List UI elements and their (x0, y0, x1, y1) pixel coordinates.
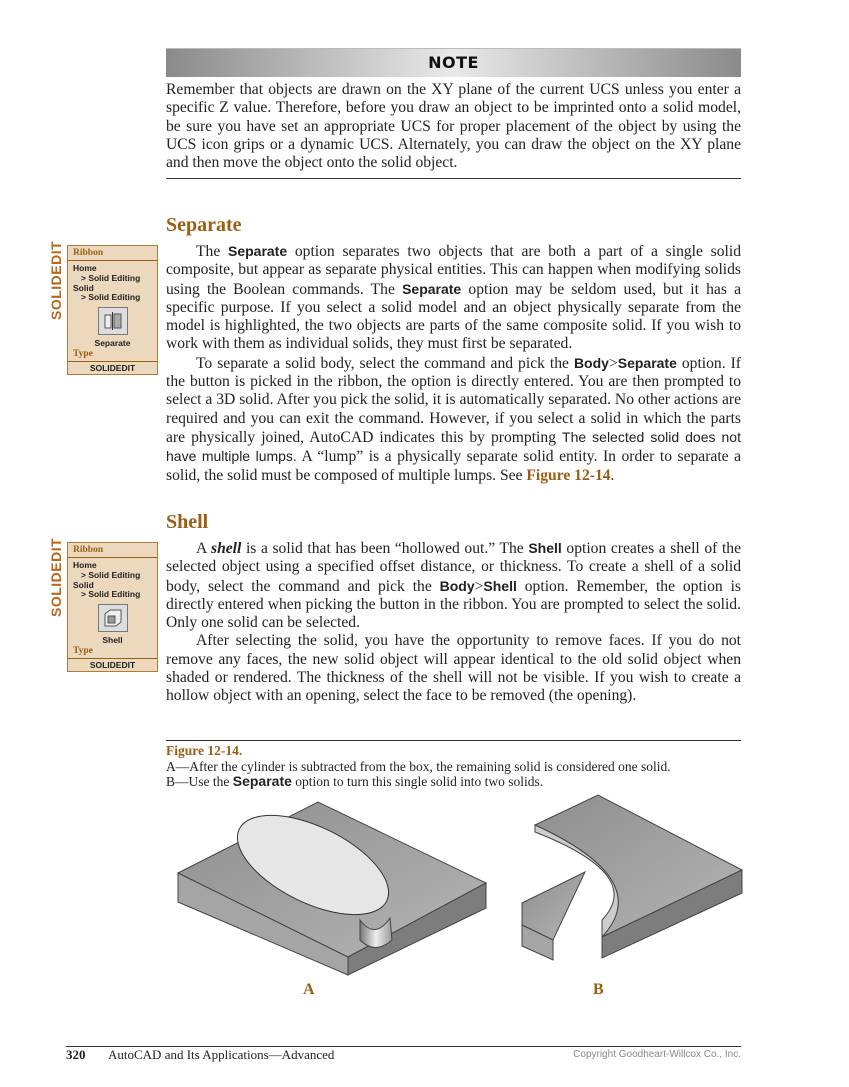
shell-icon (102, 608, 124, 628)
caption-line: A—After the cylinder is subtracted from the box, the remaining solid is considered one solid. (166, 758, 671, 774)
text-run: option separates two objects that are both a part of a single solid composite, but appear as separate physical entities. This can happen when modifying solids using the Boolean commands. The (166, 243, 741, 298)
text-run: A “lump” is a physically separate solid entity. In order to separate a solid, the solid must be composed of multiple lumps. See (166, 448, 741, 484)
text-run: option creates a shell of the selected object using a specified offset distance, or thickness. To create a shell of a solid body, select the command and pick the (166, 540, 741, 595)
text-run: After selecting the solid, you have the opportunity to remove faces. If you do not remove any faces, the new solid object will appear identical to the old solid object when shaded or rendered. The thickness of the shell will not be visible. If you wish to create a hollow object with an opening, select the face to be removed (the opening). (166, 632, 741, 705)
command-sidebar-separate (67, 245, 158, 375)
type-label: Type (73, 646, 93, 657)
ribbon-label: Ribbon (68, 246, 157, 261)
button-caption: Separate (94, 338, 131, 349)
note-text: Remember that objects are drawn on the XY plane of the current UCS unless you enter a specific Z value. Therefore, before you draw an object to be imprinted onto a solid model, be sure you have set an appropriate UCS for proper placement of the object by using the UCS icon grips or a dynamic UCS. Alternately, you can draw the object on the XY plane and then move the object onto the solid object. (166, 81, 741, 172)
command-vertical-label: SOLIDEDIT (48, 537, 64, 617)
button-caption: Shell (102, 635, 123, 646)
paragraph (166, 632, 741, 705)
separate-body (166, 242, 741, 485)
ribbon-tab: Home (73, 263, 97, 273)
copyright: Copyright Goodheart-Willcox Co., Inc. (573, 1049, 741, 1060)
text-run: B—Use the (166, 774, 233, 789)
text-run: Body (439, 577, 475, 594)
note-header (166, 48, 741, 77)
caption-line (166, 774, 741, 790)
command-vertical-label: SOLIDEDIT (48, 240, 64, 320)
text-run: option to turn this single solid into two solids. (291, 774, 544, 789)
page-number: 320 (66, 1047, 86, 1062)
text-run: A (196, 540, 212, 557)
ribbon-panel: > Solid Editing (81, 589, 141, 600)
text-run: The selected solid does not have multiple lumps. (166, 428, 741, 465)
text-run: Separate (227, 243, 288, 259)
page-footer (66, 1046, 741, 1062)
figure-label-a: A (303, 981, 315, 998)
figure-label: Figure 12-14. (166, 743, 243, 758)
ribbon-tab: Home (73, 560, 97, 570)
ribbon-label: Ribbon (68, 543, 157, 558)
ribbon-panel: > Solid Editing (81, 272, 141, 283)
text-run: To separate a solid body, select the command and pick the (196, 354, 574, 372)
paragraph (166, 242, 741, 354)
text-run: Body (573, 354, 609, 371)
text-run: option. Remember, the option is directly entered when picking the button in the ribbon. You are prompted to select the solid. Only one solid can be selected. (166, 577, 741, 632)
text-run: Separate (617, 354, 677, 371)
figure-caption (166, 743, 741, 790)
note-body (166, 81, 741, 172)
command-sidebar-shell (67, 542, 158, 672)
note-divider (166, 178, 741, 179)
text-run: is a solid that has been “hollowed out.” The (241, 540, 529, 557)
figure-illustration (160, 790, 750, 980)
book-title: AutoCAD and Its Applications—Advanced (108, 1047, 335, 1062)
ribbon-tab: Solid (73, 282, 94, 293)
separate-ribbon-button[interactable] (98, 307, 128, 335)
command-name: SOLIDEDIT (68, 361, 157, 374)
figure-reference-link[interactable]: Figure 12-14 (526, 466, 611, 484)
section-heading-separate: Separate (166, 214, 242, 236)
paragraph (166, 539, 741, 632)
ribbon-tab: Solid (73, 579, 94, 590)
note-title: NOTE (428, 53, 479, 72)
text-run: The (196, 243, 228, 260)
text-run: Separate (232, 773, 292, 789)
solid-a (178, 795, 486, 975)
text-run: Shell (483, 577, 517, 594)
shell-body (166, 539, 741, 706)
separate-icon (102, 311, 124, 331)
ribbon-panel: > Solid Editing (81, 292, 141, 303)
figure-divider (166, 740, 741, 741)
text-run: Separate (402, 280, 462, 297)
paragraph (166, 354, 741, 485)
type-label: Type (73, 349, 93, 360)
text-run: option. If the button is picked in the ribbon, the option is directly entered. You are then prompted to select a 3D solid. After you pick the solid, it is automatically separated. No other actions are required and you can exit the command. However, if you select a solid in which the parts are physically joined, AutoCAD indicates this by prompting (166, 354, 741, 446)
text-run: shell (211, 540, 242, 557)
shell-ribbon-button[interactable] (98, 604, 128, 632)
text-run: option may be seldom used, but it has a specific purpose. If you select a solid model and an object physically separate from the model is highlighted, the two objects are parts of the same composite solid. If you wish to work with them as individual solids, they must first be separated. (166, 280, 741, 353)
figure-label-b: B (593, 981, 604, 998)
ribbon-panel: > Solid Editing (81, 569, 141, 580)
text-run: Shell (528, 540, 562, 556)
solid-b (522, 795, 742, 960)
text-run: > (474, 577, 484, 595)
text-run: > (608, 354, 618, 372)
text-run: . (610, 466, 615, 484)
section-heading-shell: Shell (166, 511, 209, 533)
command-name: SOLIDEDIT (68, 658, 157, 671)
